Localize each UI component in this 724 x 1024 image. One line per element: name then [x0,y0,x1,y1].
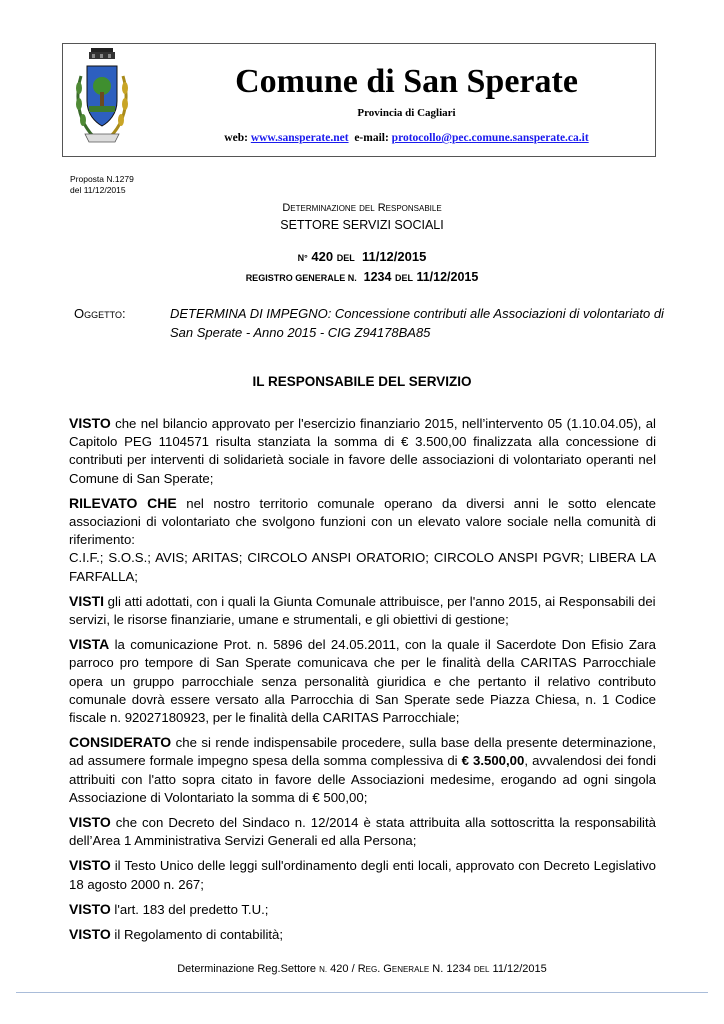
proposal-number: Proposta N.1279 [70,174,134,184]
determination-heading: Determinazione del Responsabile [282,202,442,214]
paragraph-considerato [69,733,656,807]
paragraph-visto-testo-unico [69,856,656,893]
province-name: Provincia di Cagliari [357,107,456,119]
footer-n-label: N. [319,965,328,974]
subject-label: Oggetto: [74,306,126,321]
paragraph-visto-decreto [69,813,656,850]
keyword: VISTO [69,814,111,831]
paragraph-text: il Testo Unico delle leggi sull'ordinamento degli enti locali, approvato con Decreto Legislativo 18 agosto 2000 n. 267; [69,858,656,892]
email-label: e-mail: [354,132,389,144]
footer-del: DEL [473,965,490,974]
website-link[interactable]: www.sansperate.net [250,132,349,144]
paragraph-text: che con Decreto del Sindaco n. 12/2014 è stata attribuita alla sottoscritta la responsabilità dell’Area 1 Amministrativa Servizi Generali ed alla Persona; [69,815,656,849]
del-word: DEL [336,253,355,263]
determination-number: 420 [311,249,334,264]
web-label: web: [224,132,248,144]
section-title: IL RESPONSABILE DEL SERVIZIO [252,374,472,389]
number-prefix: N° [297,253,308,263]
footer-registry-label: Reg. Generale [357,963,430,975]
paragraph-text: che si rende indispensabile procedere, sulla base della presente determinazione, ad assumere formale impegno spesa della somma complessiva di [69,735,656,769]
footer-date: 11/12/2015 [492,963,547,975]
keyword: RILEVATO CHE [69,494,177,511]
municipal-crest-icon [71,46,133,152]
paragraph-text: la comunicazione Prot. n. 5896 del 24.05.2011, con la quale il Sacerdote Don Efisio Zara parroco pro tempore di San Sperate comunicava che per le finalità della CARITAS Parrocchiale opera un gruppo parrocchiale senza personalità giuridica e che pertanto il relativo contributo comunale dovrà essere versato alla Parrocchia di San Sperate sede Piazza Chiesa, n. 1 Codice fiscale n. 92027180923, per le finalità della CARITAS Parrocchiale; [69,637,656,726]
proposal-info [70,174,134,196]
paragraph-vista [69,635,656,727]
paragraph-visto-bilancio [69,414,656,488]
paragraph-text: l'art. 183 del predetto T.U.; [110,901,269,917]
sector-name: SETTORE SERVIZI SOCIALI [280,218,444,232]
total-amount: € 3.500,00 [461,753,525,769]
contact-line [158,132,655,144]
registry-label: REGISTRO GENERALE N. [245,273,357,283]
keyword: VISTO [69,900,111,917]
subject-text: DETERMINA DI IMPEGNO: Concessione contributi alle Associazioni di volontariato di San Sperate - Anno 2015 - CIG Z94178BA85 [170,306,664,340]
footer-divider [16,992,708,993]
registry-del: DEL [394,273,413,283]
registry-date: 11/12/2015 [416,270,479,284]
keyword: VISTO [69,857,111,874]
paragraph-text: nel nostro territorio comunale operano da diversi anni le sotto elencate associazioni di volontariato che svolgono funzioni con un elevato valore sociale nella comunità di riferimento: [69,495,656,548]
association-list: C.I.F.; S.O.S.; AVIS; ARITAS; CIRCOLO ANSPI ORATORIO; CIRCOLO ANSPI PGVR; LIBERA LA FARFALLA; [69,550,656,584]
letterhead [62,43,656,157]
page-footer [0,963,724,975]
footer-sector-number: 420 / [330,963,355,975]
proposal-date: del 11/12/2015 [70,185,126,195]
determination-number-line [0,247,724,268]
town-title: Comune di San Sperate [235,63,578,100]
paragraph-text: che nel bilancio approvato per l'esercizio finanziario 2015, nell’intervento 05 (1.10.04.05), al Capitolo PEG 1104571 risulta stanziata la somma di € 3.500,00 finalizzata alla concessione di contributi per interventi di solidarietà sociale in favore delle associazioni di volontariato operanti nel Comune di San Sperate; [69,416,656,486]
paragraph-text: , avvalendosi dei fondi attribuiti con l'atto sopra citato in favore delle Associazioni medesime, erogando ad ogni singola Associazione di Volontariato la somma di € 500,00; [69,753,656,805]
footer-registry-number: 1234 [446,963,471,975]
email-link[interactable]: protocollo@pec.comune.sansperate.ca.it [391,132,589,144]
footer-label: Determinazione Reg.Settore [177,963,317,975]
paragraph-visto-regolamento [69,925,656,944]
keyword: VISTA [69,636,110,653]
footer-n-label-2: N. [432,963,444,975]
keyword: CONSIDERATO [69,734,172,751]
paragraph-visto-art183 [69,900,656,919]
paragraph-text: gli atti adottati, con i quali la Giunta Comunale attribuisce, per l'anno 2015, ai Responsabili dei servizi, le risorse finanziarie, umane e strumentali, e gli obiettivi di gestione; [69,593,656,628]
keyword: VISTO [69,926,111,943]
paragraph-text: il Regolamento di contabilità; [110,927,284,943]
determination-header [0,200,724,287]
keyword: VISTO [69,415,111,431]
paragraph-visti [69,592,656,629]
registry-line [0,268,724,287]
document-body [69,414,656,950]
keyword: VISTI [69,592,105,609]
determination-date: 11/12/2015 [361,249,427,264]
registry-number: 1234 [363,270,392,284]
paragraph-rilevato [69,494,656,586]
